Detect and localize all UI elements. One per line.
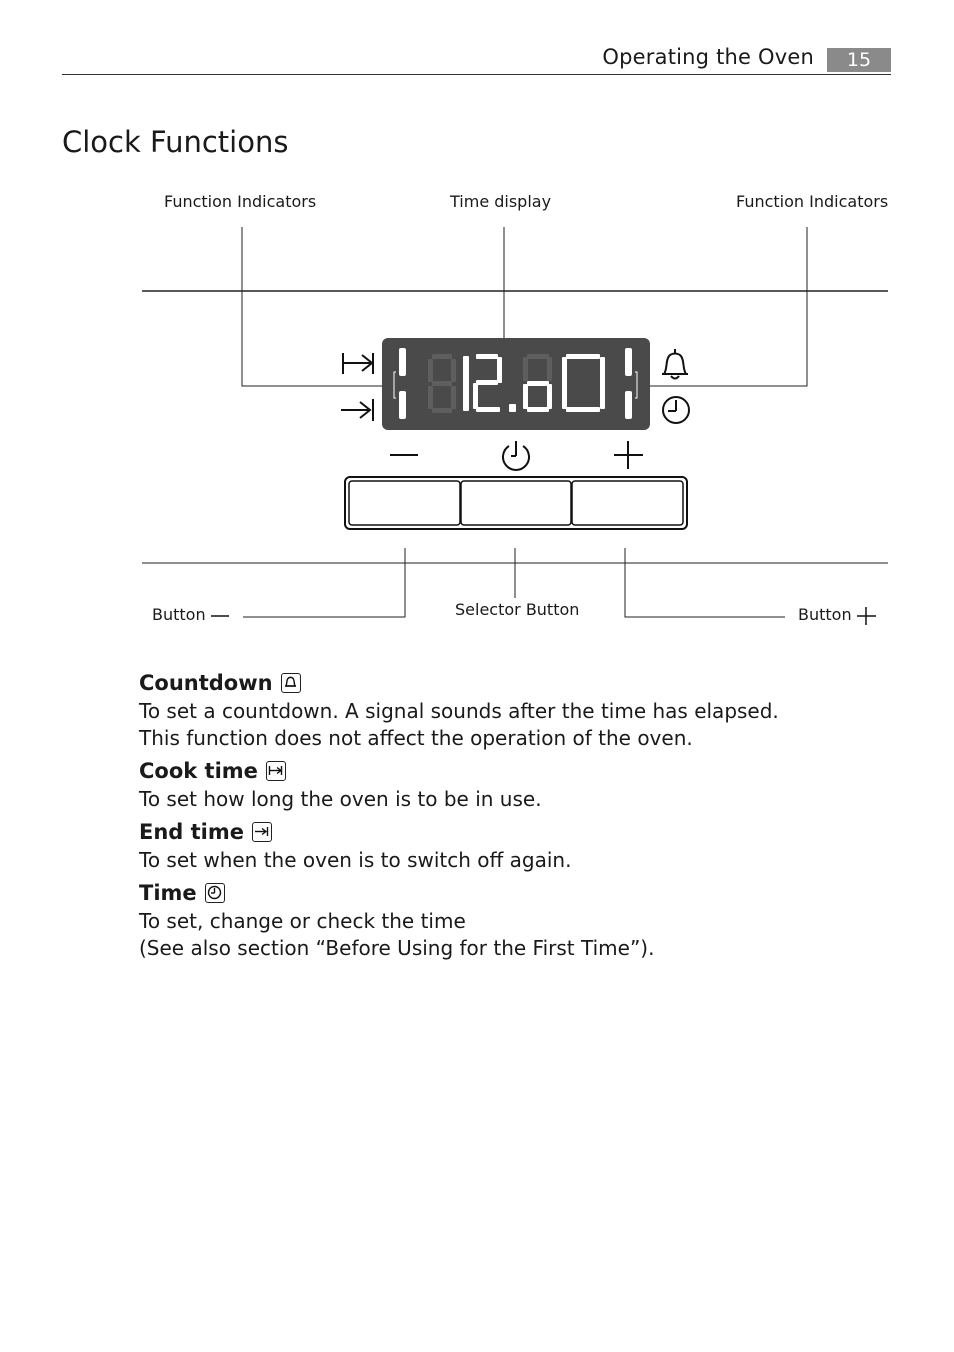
cook-time-icon <box>266 761 286 781</box>
bell-icon <box>281 673 301 693</box>
selector-icon <box>503 441 529 470</box>
label-selector-button: Selector Button <box>455 600 580 619</box>
bell-icon <box>662 349 688 379</box>
clock-icon <box>663 397 689 423</box>
end-time-icon <box>252 822 272 842</box>
end-time-icon <box>341 399 373 421</box>
section-title-cook-time: Cook time <box>139 759 258 783</box>
label-button-minus: Button <box>152 605 206 624</box>
page-title: Clock Functions <box>62 125 289 159</box>
leader-button-plus <box>625 548 785 617</box>
section-text-line: This function does not affect the operation of the oven. <box>139 726 693 750</box>
section-text-line: (See also section “Before Using for the First Time”). <box>139 936 655 960</box>
section-title-countdown: Countdown <box>139 671 273 695</box>
label-function-indicators-right: Function Indicators <box>736 192 889 211</box>
minus-button[interactable] <box>349 481 460 525</box>
indicator-bar-right-top <box>625 348 632 376</box>
section-title-time: Time <box>139 881 197 905</box>
function-descriptions <box>139 668 859 966</box>
section-text-line: To set a countdown. A signal sounds after the time has elapsed. <box>139 699 779 723</box>
leader-button-minus <box>243 548 405 617</box>
cook-time-icon <box>343 353 373 374</box>
indicator-bar-right-bottom <box>625 391 632 419</box>
leader-function-indicators-right <box>648 227 807 386</box>
plus-button[interactable] <box>572 481 683 525</box>
page-number: 15 <box>827 48 891 72</box>
section-text-line: To set how long the oven is to be in use. <box>139 787 542 811</box>
indicator-bar-left-bottom <box>399 391 406 419</box>
section-countdown <box>139 668 859 752</box>
time-display-panel <box>382 338 650 430</box>
clock-icon <box>205 883 225 903</box>
selector-button[interactable] <box>461 481 571 525</box>
plus-icon <box>614 441 643 469</box>
section-text-line: To set when the oven is to switch off again. <box>139 848 572 872</box>
label-button-plus: Button <box>798 605 852 624</box>
header-section-title: Operating the Oven <box>602 45 814 69</box>
section-end-time <box>139 817 859 874</box>
indicator-bar-left-top <box>399 348 406 376</box>
section-title-end-time: End time <box>139 820 244 844</box>
label-time-display: Time display <box>450 192 552 211</box>
button-plus-label-icon <box>857 607 876 625</box>
section-time <box>139 878 859 962</box>
label-function-indicators-left: Function Indicators <box>164 192 317 211</box>
section-text-line: To set, change or check the time <box>139 909 466 933</box>
section-cook-time <box>139 756 859 813</box>
